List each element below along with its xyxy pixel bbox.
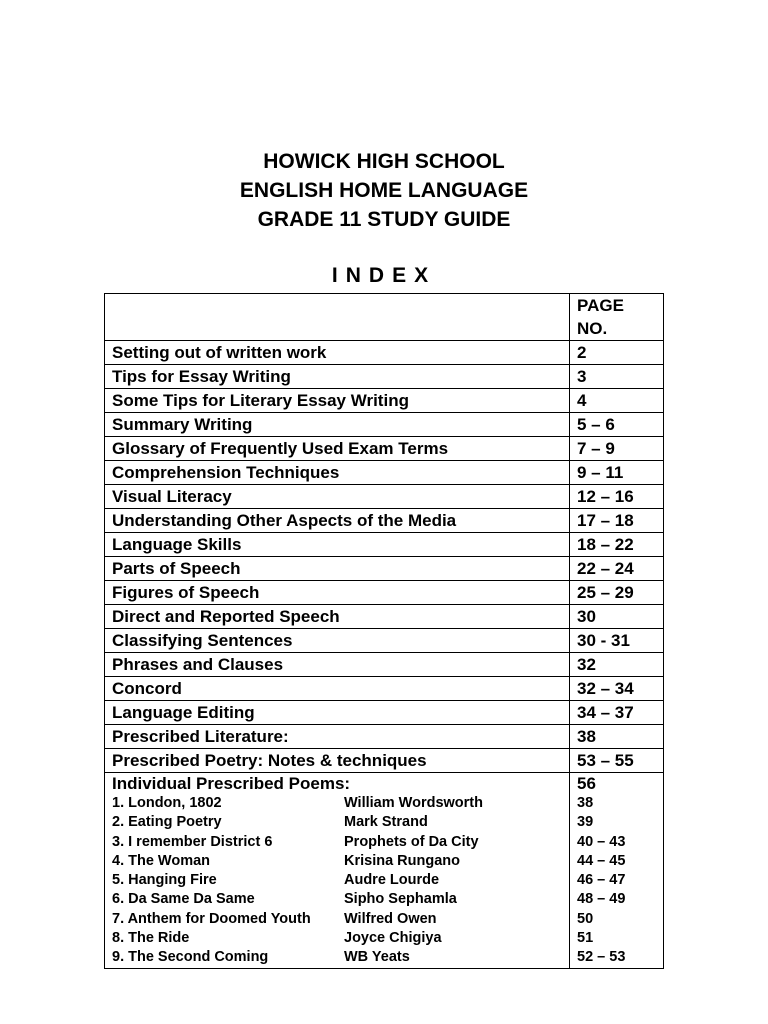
poem-author: WB Yeats [344, 949, 410, 966]
topic-cell: Tips for Essay Writing [105, 365, 570, 389]
page-cell: 22 – 24 [570, 557, 664, 581]
page-cell: 5 – 6 [570, 413, 664, 437]
page-cell: 17 – 18 [570, 509, 664, 533]
page-cell: 38 [570, 725, 664, 749]
poem-page: 40 – 43 [577, 833, 626, 850]
page-cell: 9 – 11 [570, 461, 664, 485]
index-table [104, 293, 664, 969]
page-header-line1: PAGE [577, 296, 624, 315]
document-header [0, 147, 768, 234]
page-cell: 3 [570, 365, 664, 389]
page-cell: 53 – 55 [570, 749, 664, 773]
page-cell: 30 - 31 [570, 629, 664, 653]
poem-entry [112, 929, 562, 948]
poem-author: Sipho Sephamla [344, 891, 457, 908]
table-row [105, 461, 664, 485]
poem-page: 38 [577, 795, 594, 811]
page-cell: 32 – 34 [570, 677, 664, 701]
poem-title: 2. Eating Poetry [112, 814, 222, 831]
poem-entry [112, 890, 562, 909]
topic-cell: Setting out of written work [105, 341, 570, 365]
poem-entry [112, 871, 562, 890]
table-row [105, 509, 664, 533]
poems-page-cell [570, 773, 664, 969]
page-cell: 4 [570, 389, 664, 413]
poem-entry [112, 794, 562, 813]
page-cell: 34 – 37 [570, 701, 664, 725]
topic-cell: Classifying Sentences [105, 629, 570, 653]
page-cell: 30 [570, 605, 664, 629]
school-name: HOWICK HIGH SCHOOL [263, 150, 505, 173]
poem-page: 39 [577, 814, 594, 831]
table-row [105, 389, 664, 413]
page-cell: 2 [570, 341, 664, 365]
table-row [105, 365, 664, 389]
table-row [105, 605, 664, 629]
poem-page: 44 – 45 [577, 852, 626, 869]
guide-title: GRADE 11 STUDY GUIDE [257, 208, 511, 231]
topic-cell: Glossary of Frequently Used Exam Terms [105, 437, 570, 461]
poem-title: 1. London, 1802 [112, 795, 222, 811]
table-row [105, 725, 664, 749]
table-row [105, 413, 664, 437]
topic-cell: Direct and Reported Speech [105, 605, 570, 629]
table-row [105, 485, 664, 509]
topic-cell: Prescribed Literature: [105, 725, 570, 749]
table-row [105, 533, 664, 557]
table-row [105, 677, 664, 701]
poem-author: Krisina Rungano [344, 852, 461, 869]
page-cell: 18 – 22 [570, 533, 664, 557]
poem-title: 4. The Woman [112, 852, 211, 869]
poems-row [105, 773, 664, 969]
page-header-cell [570, 294, 664, 341]
page-cell: 12 – 16 [570, 485, 664, 509]
table-row [105, 581, 664, 605]
poem-entry [112, 813, 562, 832]
poem-page: 46 – 47 [577, 872, 626, 889]
poem-title: 8. The Ride [112, 930, 190, 947]
subject-title: ENGLISH HOME LANGUAGE [239, 179, 529, 202]
poem-entry [112, 852, 562, 871]
poem-entry [112, 833, 562, 852]
poem-title: 6. Da Same Da Same [112, 891, 255, 908]
topic-cell: Some Tips for Literary Essay Writing [105, 389, 570, 413]
table-row [105, 653, 664, 677]
poem-title: 7. Anthem for Doomed Youth [112, 910, 311, 927]
poems-section-title: Individual Prescribed Poems: [112, 774, 351, 793]
topic-cell: Parts of Speech [105, 557, 570, 581]
topic-cell: Concord [105, 677, 570, 701]
poem-title: 9. The Second Coming [112, 949, 269, 966]
table-row [105, 701, 664, 725]
topic-cell: Comprehension Techniques [105, 461, 570, 485]
topic-cell: Phrases and Clauses [105, 653, 570, 677]
poem-author: Prophets of Da City [344, 833, 479, 850]
poem-page: 48 – 49 [577, 891, 626, 908]
table-row [105, 437, 664, 461]
topic-header-cell [105, 294, 570, 341]
poems-section-page: 56 [577, 774, 596, 793]
table-header-row [105, 294, 664, 341]
topic-cell: Understanding Other Aspects of the Media [105, 509, 570, 533]
index-heading: INDEX [331, 264, 437, 287]
poem-title: 5. Hanging Fire [112, 872, 217, 889]
page-cell: 32 [570, 653, 664, 677]
topic-cell: Prescribed Poetry: Notes & techniques [105, 749, 570, 773]
poem-author: Mark Strand [344, 814, 428, 831]
table-row [105, 557, 664, 581]
poem-author: Joyce Chigiya [344, 930, 442, 947]
table-row [105, 341, 664, 365]
topic-cell: Figures of Speech [105, 581, 570, 605]
poem-author: William Wordsworth [344, 795, 483, 811]
poem-page: 52 – 53 [577, 949, 626, 966]
topic-cell: Summary Writing [105, 413, 570, 437]
topic-cell: Visual Literacy [105, 485, 570, 509]
poems-cell [105, 773, 570, 969]
topic-cell: Language Skills [105, 533, 570, 557]
poem-page: 51 [577, 930, 594, 947]
poem-author: Audre Lourde [344, 872, 440, 889]
page-cell: 7 – 9 [570, 437, 664, 461]
page-header-line2: NO. [577, 319, 608, 338]
poem-entry [112, 910, 562, 929]
poem-page: 50 [577, 910, 594, 927]
poem-entry [112, 948, 562, 967]
page-cell: 25 – 29 [570, 581, 664, 605]
poem-title: 3. I remember District 6 [112, 833, 273, 850]
topic-cell: Language Editing [105, 701, 570, 725]
table-row [105, 629, 664, 653]
poem-author: Wilfred Owen [344, 910, 437, 927]
table-row [105, 749, 664, 773]
